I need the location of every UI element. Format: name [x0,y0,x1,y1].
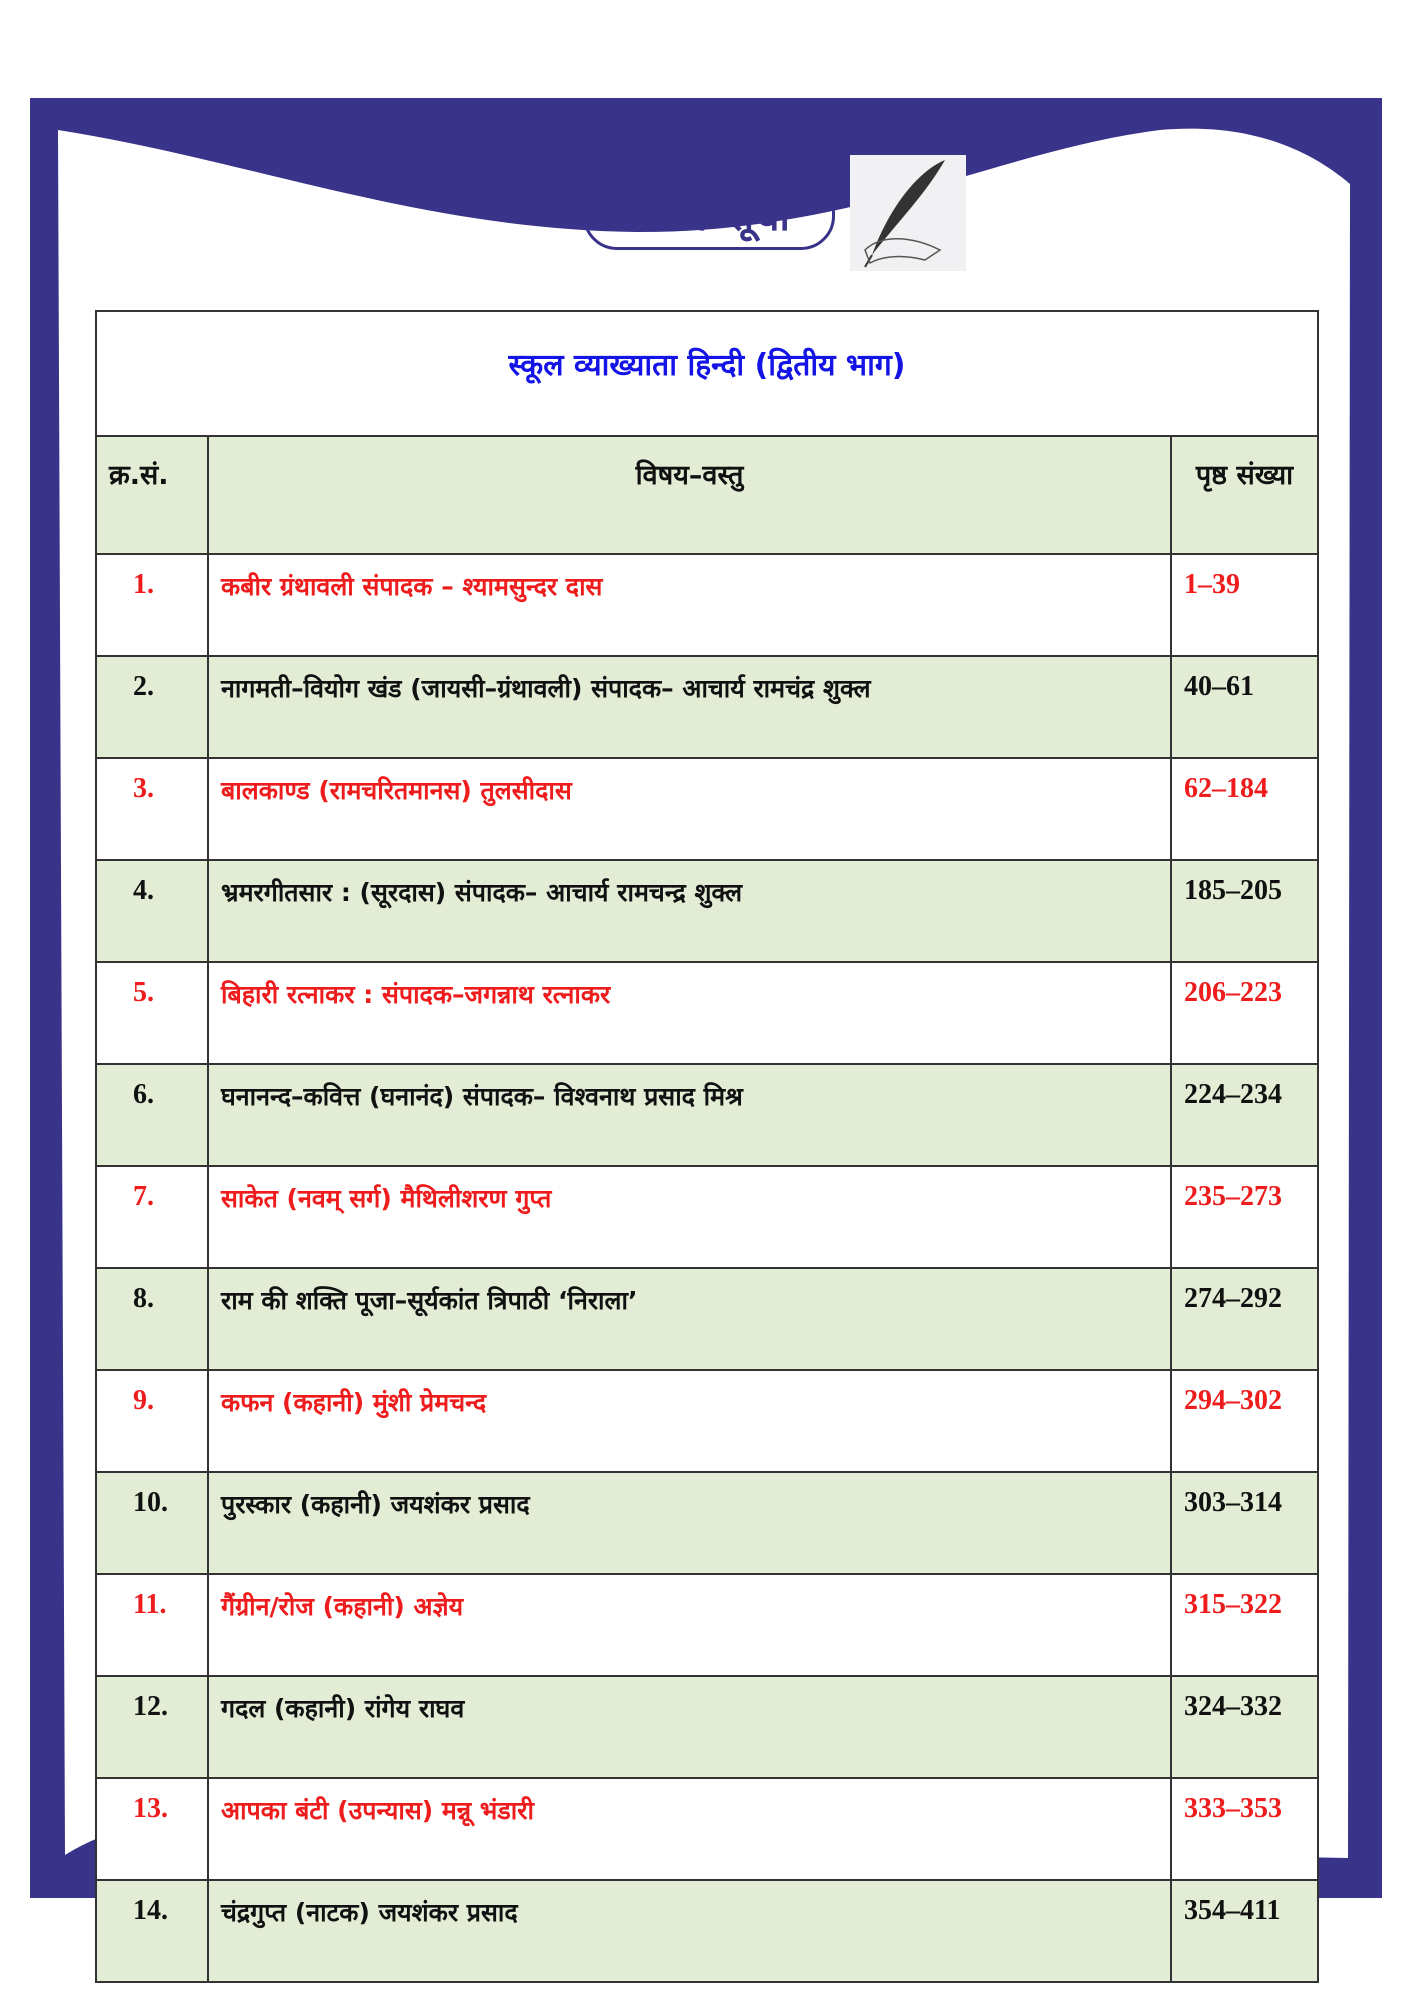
book-title: स्कूल व्याख्याता हिन्दी (द्वितीय भाग) [96,311,1318,436]
page-range: 206–223 [1171,962,1318,1064]
table-row [96,1370,1318,1472]
page-range: 315–322 [1171,1574,1318,1676]
serial-number: 3. [96,758,208,860]
column-header-subject: विषय–वस्तु [208,436,1171,554]
chapter-title: पुरस्कार (कहानी) जयशंकर प्रसाद [208,1472,1171,1574]
page-range: 354–411 [1171,1880,1318,1982]
table-row [96,1064,1318,1166]
chapter-title: नागमती–वियोग खंड (जायसी–ग्रंथावली) संपादक– आचार्य रामचंद्र शुक्ल [208,656,1171,758]
serial-number: 14. [96,1880,208,1982]
page-range: 274–292 [1171,1268,1318,1370]
serial-number: 12. [96,1676,208,1778]
chapter-title: कफन (कहानी) मुंशी प्रेमचन्द [208,1370,1171,1472]
page-heading: विषय–सूची [583,178,835,250]
contents-table [95,310,1319,1983]
table-row [96,1472,1318,1574]
table-row [96,1676,1318,1778]
chapter-title: साकेत (नवम् सर्ग) मैथिलीशरण गुप्त [208,1166,1171,1268]
page-range: 62–184 [1171,758,1318,860]
serial-number: 11. [96,1574,208,1676]
page-range: 303–314 [1171,1472,1318,1574]
table-row [96,1880,1318,1982]
page-range: 324–332 [1171,1676,1318,1778]
chapter-title: घनानन्द–कवित्त (घनानंद) संपादक– विश्वनाथ प्रसाद मिश्र [208,1064,1171,1166]
table-row [96,656,1318,758]
page-range: 40–61 [1171,656,1318,758]
serial-number: 8. [96,1268,208,1370]
serial-number: 2. [96,656,208,758]
table-row [96,1268,1318,1370]
table-row [96,1574,1318,1676]
serial-number: 4. [96,860,208,962]
chapter-title: आपका बंटी (उपन्यास) मन्नू भंडारी [208,1778,1171,1880]
chapter-title: कबीर ग्रंथावली संपादक – श्यामसुन्दर दास [208,554,1171,656]
column-header-pages: पृष्ठ संख्या [1171,436,1318,554]
page-range: 333–353 [1171,1778,1318,1880]
table-row [96,1166,1318,1268]
serial-number: 9. [96,1370,208,1472]
serial-number: 10. [96,1472,208,1574]
chapter-title: भ्रमरगीतसार : (सूरदास) संपादक– आचार्य रामचन्द्र शुक्ल [208,860,1171,962]
page-range: 1–39 [1171,554,1318,656]
page-range: 235–273 [1171,1166,1318,1268]
table-row [96,554,1318,656]
serial-number: 7. [96,1166,208,1268]
page-range: 185–205 [1171,860,1318,962]
chapter-title: राम की शक्ति पूजा–सूर्यकांत त्रिपाठी ‘निराला’ [208,1268,1171,1370]
table-row [96,1778,1318,1880]
table-row [96,860,1318,962]
serial-number: 6. [96,1064,208,1166]
serial-number: 13. [96,1778,208,1880]
serial-number: 5. [96,962,208,1064]
table-row [96,758,1318,860]
page-range: 294–302 [1171,1370,1318,1472]
chapter-title: चंद्रगुप्त (नाटक) जयशंकर प्रसाद [208,1880,1171,1982]
column-header-serial: क्र.सं. [96,436,208,554]
page-range: 224–234 [1171,1064,1318,1166]
chapter-title: गैंग्रीन/रोज (कहानी) अज्ञेय [208,1574,1171,1676]
chapter-title: बालकाण्ड (रामचरितमानस) तुलसीदास [208,758,1171,860]
table-row [96,962,1318,1064]
quill-pen-icon [850,155,966,271]
chapter-title: बिहारी रत्नाकर : संपादक–जगन्नाथ रत्नाकर [208,962,1171,1064]
chapter-title: गदल (कहानी) रांगेय राघव [208,1676,1171,1778]
serial-number: 1. [96,554,208,656]
